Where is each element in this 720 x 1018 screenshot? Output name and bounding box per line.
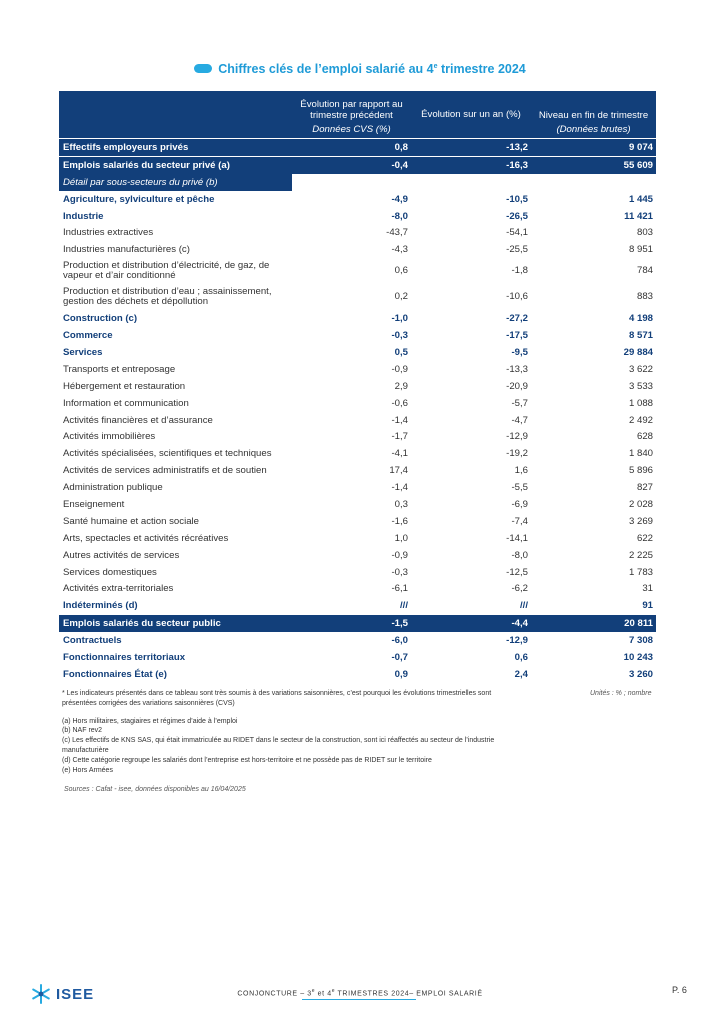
row-label: Production et distribution d’électricité, de gaz, de vapeur et d’air conditionné	[63, 259, 270, 282]
level-cell: 20 811	[531, 615, 656, 632]
level-cell: 2 492	[628, 414, 653, 426]
row-label: Information et communication	[63, 397, 189, 409]
quarterly-change-cell: -0,3	[391, 566, 408, 578]
row-label: Production et distribution d’eau ; assainissement, gestion des déchets et dépollution	[63, 285, 272, 308]
annual-change-cell: -4,7	[511, 414, 528, 426]
annual-change-cell: -17,5	[506, 330, 528, 342]
level-cell: 3 269	[628, 515, 653, 527]
annual-change-cell: -1,8	[511, 264, 528, 276]
quarterly-change-cell: -1,4	[391, 414, 408, 426]
annual-change-cell: -8,0	[511, 549, 528, 561]
annual-change-cell: -54,1	[506, 227, 528, 239]
level-cell: 91	[642, 600, 653, 612]
annual-change-cell: -26,5	[506, 210, 528, 222]
footnote-star: * Les indicateurs présentés dans ce tableau sont très soumis à des variations saisonnières, c’est pourquoi les évolutions trimestrielles sont présentées corrigées des variations saisonnières (CVS)	[62, 690, 492, 707]
row-label: Détail par sous-secteurs du privé (b)	[59, 174, 292, 191]
level-cell: 784	[636, 264, 653, 276]
source-note: Sources : Cafat - isee, données disponibles au 16/04/2025	[64, 786, 246, 793]
table-row	[59, 174, 656, 191]
quarterly-change-cell: ///	[400, 600, 408, 612]
row-empty-cell	[292, 174, 656, 191]
level-cell: 628	[636, 431, 653, 443]
level-cell: 1 783	[628, 566, 653, 578]
footer-underline	[302, 999, 416, 1000]
annual-change-cell: -5,5	[511, 482, 528, 494]
table-row	[59, 284, 656, 310]
quarterly-change-cell: -1,5	[292, 615, 411, 632]
row-label: Commerce	[63, 330, 113, 342]
quarterly-change-cell: 17,4	[389, 465, 408, 477]
quarterly-change-cell: -1,6	[391, 515, 408, 527]
row-label: Fonctionnaires État (e)	[63, 668, 167, 680]
table-row	[59, 580, 656, 597]
table-row	[59, 530, 656, 547]
quarterly-change-cell: -0,9	[391, 363, 408, 375]
footnote-item: (c) Les effectifs de KNS SAS, qui était immatriculée au RIDET dans le secteur de la construction, sont ici réaffectés au secteur de l’industrie manufacturière	[62, 737, 495, 754]
quarterly-change-cell: 2,9	[394, 380, 408, 392]
level-cell: 3 622	[628, 363, 653, 375]
table-row	[59, 344, 656, 361]
level-cell: 883	[636, 290, 653, 302]
level-cell: 31	[642, 583, 653, 595]
table-row	[59, 241, 656, 258]
table-row	[59, 479, 656, 496]
row-label: Emplois salariés du secteur privé (a)	[59, 156, 292, 173]
table-row	[59, 666, 656, 683]
table-row	[59, 191, 656, 208]
row-label: Industries manufacturières (c)	[63, 244, 190, 256]
level-cell: 1 840	[628, 448, 653, 460]
level-cell: 4 198	[628, 313, 653, 325]
level-cell: 9 074	[531, 139, 656, 157]
annual-change-cell: 2,4	[514, 668, 528, 680]
row-label: Hébergement et restauration	[63, 380, 186, 392]
level-cell: 5 896	[628, 465, 653, 477]
table-row	[59, 139, 656, 157]
quarterly-change-cell: -6,0	[391, 635, 408, 647]
table-row	[59, 327, 656, 344]
quarterly-change-cell: -4,1	[391, 448, 408, 460]
quarterly-change-cell: -4,9	[391, 193, 408, 205]
annual-change-cell: -12,9	[506, 635, 528, 647]
header-empty	[59, 91, 292, 139]
table-row	[59, 156, 656, 173]
annual-change-cell: -27,2	[506, 313, 528, 325]
annual-change-cell: ///	[520, 600, 528, 612]
annual-change-cell: -6,2	[511, 583, 528, 595]
row-label: Transports et entreposage	[63, 363, 176, 375]
level-cell: 1 445	[628, 193, 653, 205]
quarterly-change-cell: 0,3	[394, 498, 408, 510]
annual-change-cell: -5,7	[511, 397, 528, 409]
quarterly-change-cell: -6,1	[391, 583, 408, 595]
row-label: Fonctionnaires territoriaux	[63, 651, 186, 663]
row-label: Autres activités de services	[63, 549, 180, 561]
header-col3-top: Niveau en fin de trimestre	[531, 91, 656, 123]
level-cell: 7 308	[628, 635, 653, 647]
table-row	[59, 462, 656, 479]
table-row	[59, 445, 656, 462]
table-row	[59, 649, 656, 666]
row-label: Administration publique	[63, 482, 163, 494]
employment-table	[59, 91, 656, 683]
table-title	[0, 60, 720, 78]
footnote-item: (b) NAF rev2	[62, 727, 103, 735]
quarterly-change-cell: 0,6	[394, 264, 408, 276]
table-row	[59, 224, 656, 241]
level-cell: 2 028	[628, 498, 653, 510]
level-cell: 1 088	[628, 397, 653, 409]
table-row	[59, 564, 656, 581]
table-row	[59, 361, 656, 378]
annual-change-cell: -13,3	[506, 363, 528, 375]
row-label: Services domestiques	[63, 566, 157, 578]
table-row	[59, 258, 656, 284]
level-cell: 622	[636, 532, 653, 544]
footnotes	[62, 689, 502, 775]
table-row	[59, 597, 656, 614]
table-row	[59, 615, 656, 632]
row-label: Activités de services administratifs et de soutien	[63, 465, 267, 477]
row-label: Activités extra-territoriales	[63, 583, 174, 595]
row-label: Effectifs employeurs privés	[59, 139, 292, 157]
header-col3-bottom: (Données brutes)	[531, 123, 656, 139]
row-label: Industrie	[63, 210, 104, 222]
annual-change-cell: -7,4	[511, 515, 528, 527]
level-cell: 3 260	[628, 668, 653, 680]
level-cell: 55 609	[531, 156, 656, 173]
level-cell: 3 533	[628, 380, 653, 392]
footnote-item: (a) Hors militaires, stagiaires et régimes d’aide à l’emploi	[62, 717, 238, 725]
quarterly-change-cell: -4,3	[391, 244, 408, 256]
quarterly-change-cell: 1,0	[394, 532, 408, 544]
table-row	[59, 513, 656, 530]
quarterly-change-cell: -0,4	[292, 156, 411, 173]
table-row	[59, 378, 656, 395]
annual-change-cell: -13,2	[411, 139, 531, 157]
annual-change-cell: -12,5	[506, 566, 528, 578]
annual-change-cell: -25,5	[506, 244, 528, 256]
level-cell: 8 951	[628, 244, 653, 256]
annual-change-cell: -9,5	[511, 346, 528, 358]
annual-change-cell: -12,9	[506, 431, 528, 443]
row-label: Contractuels	[63, 635, 122, 647]
quarterly-change-cell: -8,0	[391, 210, 408, 222]
quarterly-change-cell: -0,6	[391, 397, 408, 409]
row-label: Services	[63, 346, 103, 358]
level-cell: 10 243	[623, 651, 653, 663]
footnote-item: (e) Hors Armées	[62, 766, 113, 774]
page-number: P. 6	[672, 985, 687, 995]
row-label: Industries extractives	[63, 227, 154, 239]
row-label: Construction (c)	[63, 313, 138, 325]
row-label: Indéterminés (d)	[63, 600, 138, 612]
title-pill-icon	[194, 64, 212, 73]
row-label: Activités spécialisées, scientifiques et techniques	[63, 448, 272, 460]
annual-change-cell: -10,6	[506, 290, 528, 302]
quarterly-change-cell: -0,9	[391, 549, 408, 561]
row-label: Activités immobilières	[63, 431, 156, 443]
table-row	[59, 496, 656, 513]
quarterly-change-cell: -1,0	[391, 313, 408, 325]
header-col1-bottom: Données CVS (%)	[292, 123, 411, 139]
title-text: Chiffres clés de l’emploi salarié au 4e trimestre 2024	[218, 61, 526, 76]
annual-change-cell: -14,1	[506, 532, 528, 544]
brand-name: ISEE	[56, 985, 95, 1003]
quarterly-change-cell: -0,7	[391, 651, 408, 663]
row-label: Agriculture, sylviculture et pêche	[63, 193, 215, 205]
footer-publication: CONJONCTURE – 3e et 4e TRIMESTRES 2024– EMPLOI SALARIÉ	[237, 988, 483, 998]
quarterly-change-cell: -0,3	[391, 330, 408, 342]
table-row	[59, 632, 656, 649]
row-label: Santé humaine et action sociale	[63, 515, 199, 527]
level-cell: 2 225	[628, 549, 653, 561]
level-cell: 8 571	[628, 330, 653, 342]
annual-change-cell: -16,3	[411, 156, 531, 173]
level-cell: 827	[636, 482, 653, 494]
header-col1-top: Évolution par rapport au trimestre précédent	[292, 91, 411, 123]
annual-change-cell: -20,9	[506, 380, 528, 392]
table-row	[59, 208, 656, 225]
quarterly-change-cell: -1,4	[391, 482, 408, 494]
row-label: Arts, spectacles et activités récréatives	[63, 532, 229, 544]
annual-change-cell: -6,9	[511, 498, 528, 510]
table-row	[59, 412, 656, 429]
row-label: Activités financières et d’assurance	[63, 414, 213, 426]
annual-change-cell: -19,2	[506, 448, 528, 460]
quarterly-change-cell: -1,7	[391, 431, 408, 443]
annual-change-cell: -10,5	[506, 193, 528, 205]
quarterly-change-cell: 0,8	[292, 139, 411, 157]
level-cell: 803	[636, 227, 653, 239]
units-note: Unités : % ; nombre	[590, 690, 652, 697]
level-cell: 29 884	[623, 346, 653, 358]
footnote-item: (d) Cette catégorie regroupe les salariés dont l’entreprise est hors-territoire et ne possède pas de RIDET sur le territoire	[62, 756, 432, 764]
row-label: Emplois salariés du secteur public	[59, 615, 292, 632]
table-row	[59, 310, 656, 327]
table-row	[59, 547, 656, 564]
level-cell: 11 421	[624, 210, 653, 222]
quarterly-change-cell: 0,5	[394, 346, 408, 358]
header-col2: Évolution sur un an (%)	[411, 91, 531, 139]
annual-change-cell: -4,4	[411, 615, 531, 632]
row-label: Enseignement	[63, 498, 125, 510]
quarterly-change-cell: 0,2	[394, 290, 408, 302]
quarterly-change-cell: -43,7	[386, 227, 408, 239]
table-row	[59, 395, 656, 412]
annual-change-cell: 0,6	[514, 651, 528, 663]
quarterly-change-cell: 0,9	[394, 668, 408, 680]
table-row	[59, 428, 656, 445]
annual-change-cell: 1,6	[514, 465, 528, 477]
